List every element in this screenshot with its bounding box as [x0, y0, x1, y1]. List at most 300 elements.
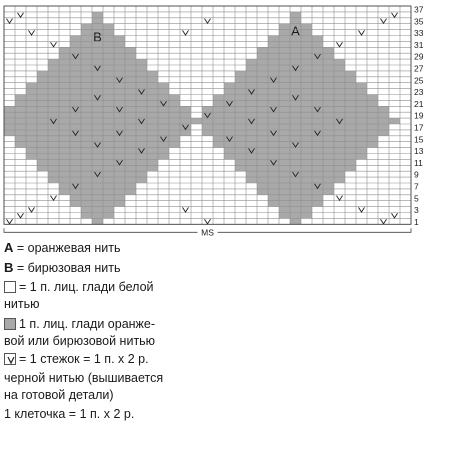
- diamond-cell: [114, 136, 125, 142]
- diamond-cell: [312, 65, 323, 71]
- diamond-cell: [158, 130, 169, 136]
- diamond-cell: [334, 95, 345, 101]
- legend-gray-line1: 1 п. лиц. глади оранже-: [19, 317, 156, 331]
- diamond-cell: [301, 195, 312, 201]
- diamond-cell: [235, 118, 246, 124]
- diamond-cell: [235, 165, 246, 171]
- diamond-cell: [136, 100, 147, 106]
- diamond-cell: [26, 130, 37, 136]
- diamond-cell: [125, 154, 136, 160]
- diamond-cell: [48, 89, 59, 95]
- diamond-cell: [114, 201, 125, 207]
- diamond-cell: [92, 218, 103, 224]
- diamond-cell: [235, 142, 246, 148]
- diamond-cell: [279, 83, 290, 89]
- diamond-cell: [59, 142, 70, 148]
- diamond-cell: [268, 154, 279, 160]
- diamond-cell: [48, 171, 59, 177]
- diamond-cell: [81, 189, 92, 195]
- diamond-cell: [147, 154, 158, 160]
- diamond-cell: [213, 100, 224, 106]
- diamond-cell: [26, 118, 37, 124]
- diamond-cell: [136, 77, 147, 83]
- diamond-cell: [81, 77, 92, 83]
- diamond-cell: [191, 118, 202, 124]
- diamond-cell: [15, 106, 26, 112]
- diamond-cell: [301, 118, 312, 124]
- diamond-cell: [224, 89, 235, 95]
- diamond-cell: [224, 106, 235, 112]
- diamond-cell: [92, 195, 103, 201]
- diamond-cell: [224, 118, 235, 124]
- diamond-cell: [279, 154, 290, 160]
- diamond-cell: [114, 65, 125, 71]
- diamond-cell: [169, 106, 180, 112]
- diamond-cell: [279, 95, 290, 101]
- diamond-cell: [26, 148, 37, 154]
- diamond-cell: [81, 71, 92, 77]
- diamond-cell: [257, 71, 268, 77]
- diamond-cell: [147, 83, 158, 89]
- diamond-cell: [48, 106, 59, 112]
- diamond-cell: [290, 159, 301, 165]
- diamond-cell: [312, 95, 323, 101]
- diamond-cell: [345, 100, 356, 106]
- diamond-cell: [224, 83, 235, 89]
- diamond-cell: [70, 41, 81, 47]
- diamond-cell: [312, 154, 323, 160]
- diamond-cell: [268, 59, 279, 65]
- diamond-cell: [268, 195, 279, 201]
- diamond-cell: [81, 36, 92, 42]
- diamond-cell: [202, 124, 213, 130]
- diamond-cell: [26, 136, 37, 142]
- diamond-cell: [125, 53, 136, 59]
- diamond-cell: [70, 177, 81, 183]
- diamond-cell: [367, 95, 378, 101]
- diamond-cell: [92, 124, 103, 130]
- diamond-cell: [147, 95, 158, 101]
- diamond-cell: [147, 118, 158, 124]
- diamond-cell: [279, 130, 290, 136]
- diamond-cell: [301, 106, 312, 112]
- v-stitch-icon: [4, 353, 16, 365]
- v-stitch-icon: [392, 213, 398, 218]
- diamond-cell: [48, 95, 59, 101]
- diamond-cell: [268, 41, 279, 47]
- diamond-cell: [92, 71, 103, 77]
- diamond-cell: [92, 213, 103, 219]
- diamond-cell: [323, 47, 334, 53]
- legend-v-cont2: [4, 388, 114, 403]
- diamond-cell: [15, 95, 26, 101]
- diamond-cell: [70, 154, 81, 160]
- diamond-cell: [136, 65, 147, 71]
- diamond-cell: [81, 142, 92, 148]
- diamond-cell: [59, 89, 70, 95]
- diamond-cell: [70, 65, 81, 71]
- diamond-cell: [48, 142, 59, 148]
- diamond-cell: [367, 112, 378, 118]
- diamond-cell: [378, 124, 389, 130]
- diamond-cell: [356, 112, 367, 118]
- diamond-cell: [92, 118, 103, 124]
- diamond-cell: [92, 106, 103, 112]
- diamond-cell: [268, 136, 279, 142]
- diamond-cell: [301, 201, 312, 207]
- diamond-cell: [334, 71, 345, 77]
- legend-a: [4, 240, 121, 256]
- v-stitch-icon: [359, 207, 365, 212]
- diamond-cell: [334, 100, 345, 106]
- diamond-cell: [279, 207, 290, 213]
- diamond-cell: [103, 112, 114, 118]
- diamond-cell: [136, 136, 147, 142]
- diamond-cell: [59, 53, 70, 59]
- diamond-cell: [367, 124, 378, 130]
- diamond-cell: [114, 47, 125, 53]
- diamond-cell: [125, 100, 136, 106]
- diamond-cell: [356, 142, 367, 148]
- diamond-cell: [59, 95, 70, 101]
- diamond-cell: [103, 118, 114, 124]
- diamond-cell: [114, 142, 125, 148]
- diamond-cell: [367, 100, 378, 106]
- v-stitch-icon: [392, 13, 398, 18]
- diamond-cell: [345, 136, 356, 142]
- diamond-cell: [202, 118, 213, 124]
- diamond-cell: [114, 124, 125, 130]
- diamond-cell: [147, 106, 158, 112]
- diamond-cell: [15, 136, 26, 142]
- diamond-cell: [279, 41, 290, 47]
- diamond-cell: [125, 189, 136, 195]
- diamond-cell: [125, 165, 136, 171]
- diamond-cell: [4, 130, 15, 136]
- diamond-cell: [257, 59, 268, 65]
- diamond-cell: [70, 89, 81, 95]
- diamond-cell: [158, 112, 169, 118]
- diamond-cell: [92, 130, 103, 136]
- diamond-cell: [103, 183, 114, 189]
- diamond-cell: [48, 148, 59, 154]
- diamond-cell: [158, 118, 169, 124]
- diamond-cell: [37, 71, 48, 77]
- diamond-cell: [290, 218, 301, 224]
- diamond-cell: [290, 41, 301, 47]
- diamond-cell: [4, 112, 15, 118]
- diamond-cell: [114, 171, 125, 177]
- diamond-cell: [114, 41, 125, 47]
- diamond-cell: [114, 195, 125, 201]
- diamond-cell: [334, 136, 345, 142]
- diamond-cell: [367, 118, 378, 124]
- diamond-cell: [235, 159, 246, 165]
- row-number: 27: [414, 63, 424, 74]
- diamond-cell: [59, 136, 70, 142]
- diamond-cell: [312, 36, 323, 42]
- diamond-cell: [378, 112, 389, 118]
- diamond-cell: [114, 59, 125, 65]
- diamond-cell: [59, 183, 70, 189]
- diamond-cell: [92, 77, 103, 83]
- diamond-cell: [103, 83, 114, 89]
- diamond-cell: [37, 154, 48, 160]
- diamond-cell: [323, 154, 334, 160]
- diamond-cell: [70, 71, 81, 77]
- diamond-cell: [147, 124, 158, 130]
- diamond-cell: [389, 118, 400, 124]
- diamond-cell: [257, 165, 268, 171]
- diamond-cell: [323, 159, 334, 165]
- diamond-cell: [235, 95, 246, 101]
- diamond-cell: [257, 154, 268, 160]
- diamond-cell: [334, 171, 345, 177]
- diamond-cell: [70, 171, 81, 177]
- diamond-cell: [37, 89, 48, 95]
- v-stitch-icon: [7, 19, 13, 24]
- diamond-cell: [323, 171, 334, 177]
- diamond-cell: [92, 112, 103, 118]
- row-number: 23: [414, 87, 424, 98]
- legend-v: [4, 352, 149, 367]
- diamond-cell: [48, 112, 59, 118]
- diamond-cell: [323, 106, 334, 112]
- diamond-cell: [235, 124, 246, 130]
- diamond-cell: [301, 47, 312, 53]
- diamond-cell: [246, 159, 257, 165]
- diamond-cell: [323, 77, 334, 83]
- diamond-cell: [26, 142, 37, 148]
- diamond-cell: [136, 130, 147, 136]
- row-number: 5: [414, 193, 419, 204]
- diamond-cell: [312, 89, 323, 95]
- diamond-cell: [312, 165, 323, 171]
- diamond-cell: [301, 95, 312, 101]
- diamond-cell: [235, 130, 246, 136]
- diamond-cell: [356, 136, 367, 142]
- diamond-cell: [301, 53, 312, 59]
- diamond-cell: [59, 124, 70, 130]
- diamond-cell: [279, 213, 290, 219]
- legend-b-text: = бирюзовая нить: [13, 261, 121, 275]
- diamond-cell: [158, 89, 169, 95]
- diamond-cell: [48, 165, 59, 171]
- diamond-cell: [92, 83, 103, 89]
- diamond-cell: [180, 118, 191, 124]
- diamond-cell: [125, 130, 136, 136]
- repeat-label: MS: [201, 227, 214, 238]
- diamond-cell: [224, 154, 235, 160]
- diamond-cell: [257, 124, 268, 130]
- diamond-cell: [103, 53, 114, 59]
- diamond-cell: [92, 100, 103, 106]
- diamond-cell: [213, 142, 224, 148]
- diamond-cell: [334, 59, 345, 65]
- diamond-cell: [334, 77, 345, 83]
- diamond-cell: [136, 171, 147, 177]
- row-number: 29: [414, 51, 424, 62]
- diamond-cell: [59, 77, 70, 83]
- diamond-cell: [125, 136, 136, 142]
- diamond-cell: [92, 59, 103, 65]
- diamond-label: B: [93, 29, 102, 45]
- diamond-cell: [125, 159, 136, 165]
- diamond-cell: [136, 112, 147, 118]
- diamond-cell: [169, 136, 180, 142]
- diamond-cell: [257, 148, 268, 154]
- diamond-cell: [345, 89, 356, 95]
- diamond-cell: [37, 118, 48, 124]
- diamond-cell: [290, 59, 301, 65]
- diamond-cell: [235, 154, 246, 160]
- diamond-cell: [48, 159, 59, 165]
- diamond-cell: [103, 148, 114, 154]
- diamond-cell: [70, 201, 81, 207]
- row-number: 21: [414, 98, 424, 109]
- diamond-cell: [356, 89, 367, 95]
- v-stitch-icon: [381, 219, 387, 224]
- diamond-cell: [147, 112, 158, 118]
- diamond-cell: [334, 165, 345, 171]
- diamond-cell: [279, 112, 290, 118]
- diamond-cell: [301, 30, 312, 36]
- diamond-cell: [136, 177, 147, 183]
- diamond-cell: [59, 65, 70, 71]
- diamond-cell: [345, 130, 356, 136]
- diamond-cell: [70, 124, 81, 130]
- diamond-cell: [279, 171, 290, 177]
- diamond-cell: [312, 201, 323, 207]
- diamond-cell: [235, 83, 246, 89]
- v-stitch-icon: [337, 196, 343, 201]
- diamond-cell: [136, 95, 147, 101]
- row-number: 17: [414, 122, 424, 133]
- diamond-cell: [147, 100, 158, 106]
- diamond-cell: [257, 65, 268, 71]
- diamond-cell: [81, 183, 92, 189]
- diamond-cell: [125, 89, 136, 95]
- legend-v-cont1: [4, 371, 163, 386]
- diamond-cell: [323, 95, 334, 101]
- diamond-cell: [114, 177, 125, 183]
- diamond-cell: [37, 130, 48, 136]
- diamond-cell: [48, 100, 59, 106]
- diamond-cell: [356, 154, 367, 160]
- diamond-cell: [15, 100, 26, 106]
- diamond-cell: [312, 59, 323, 65]
- diamond-cell: [279, 106, 290, 112]
- diamond-cell: [290, 77, 301, 83]
- diamond-cell: [15, 118, 26, 124]
- diamond-cell: [323, 112, 334, 118]
- diamond-cell: [323, 189, 334, 195]
- diamond-cell: [312, 171, 323, 177]
- diamond-cell: [180, 130, 191, 136]
- diamond-cell: [59, 47, 70, 53]
- diamond-cell: [257, 159, 268, 165]
- diamond-cell: [301, 83, 312, 89]
- v-stitch-icon: [337, 42, 343, 47]
- legend-white-line2: нитью: [4, 297, 40, 311]
- row-number: 31: [414, 39, 424, 50]
- diamond-cell: [59, 112, 70, 118]
- diamond-cell: [147, 148, 158, 154]
- diamond-cell: [70, 159, 81, 165]
- diamond-cell: [246, 124, 257, 130]
- diamond-cell: [246, 171, 257, 177]
- diamond-cell: [81, 83, 92, 89]
- v-stitch-icon: [29, 207, 35, 212]
- diamond-cell: [257, 112, 268, 118]
- diamond-cell: [290, 53, 301, 59]
- diamond-cell: [257, 53, 268, 59]
- legend-a-letter: A: [4, 240, 14, 255]
- diamond-cell: [334, 130, 345, 136]
- diamond-cell: [169, 112, 180, 118]
- diamond-cell: [268, 142, 279, 148]
- diamond-cell: [48, 59, 59, 65]
- diamond-cell: [290, 130, 301, 136]
- diamond-cell: [301, 112, 312, 118]
- diamond-cell: [356, 124, 367, 130]
- legend-gray-cont: [4, 334, 155, 349]
- diamond-cell: [246, 165, 257, 171]
- diamond-cell: [103, 124, 114, 130]
- diamond-cell: [279, 24, 290, 30]
- diamond-cell: [323, 89, 334, 95]
- diamond-cell: [301, 177, 312, 183]
- diamond-cell: [268, 148, 279, 154]
- diamond-cell: [158, 106, 169, 112]
- diamond-cell: [279, 53, 290, 59]
- diamond-cell: [323, 183, 334, 189]
- diamond-cell: [323, 100, 334, 106]
- diamond-cell: [356, 118, 367, 124]
- diamond-cell: [70, 189, 81, 195]
- v-stitch-icon: [29, 30, 35, 35]
- diamond-cell: [81, 136, 92, 142]
- diamond-cell: [59, 118, 70, 124]
- diamond-cell: [147, 142, 158, 148]
- diamond-cell: [290, 183, 301, 189]
- diamond-cell: [224, 148, 235, 154]
- diamond-cell: [59, 83, 70, 89]
- diamond-cell: [301, 100, 312, 106]
- legend-a-text: = оранжевая нить: [13, 241, 121, 255]
- diamond-cell: [235, 100, 246, 106]
- diamond-cell: [345, 142, 356, 148]
- diamond-cell: [246, 136, 257, 142]
- diamond-cell: [312, 177, 323, 183]
- diamond-cell: [114, 100, 125, 106]
- diamond-cell: [114, 183, 125, 189]
- diamond-cell: [103, 106, 114, 112]
- diamond-cell: [81, 154, 92, 160]
- diamond-cell: [81, 177, 92, 183]
- diamond-cell: [290, 112, 301, 118]
- diamond-cell: [312, 47, 323, 53]
- white-square-icon: [4, 281, 16, 293]
- diamond-cell: [301, 171, 312, 177]
- diamond-cell: [268, 177, 279, 183]
- diamond-cell: [367, 130, 378, 136]
- diamond-cell: [334, 124, 345, 130]
- diamond-cell: [70, 36, 81, 42]
- diamond-cell: [301, 36, 312, 42]
- diamond-cell: [81, 124, 92, 130]
- diamond-cell: [301, 130, 312, 136]
